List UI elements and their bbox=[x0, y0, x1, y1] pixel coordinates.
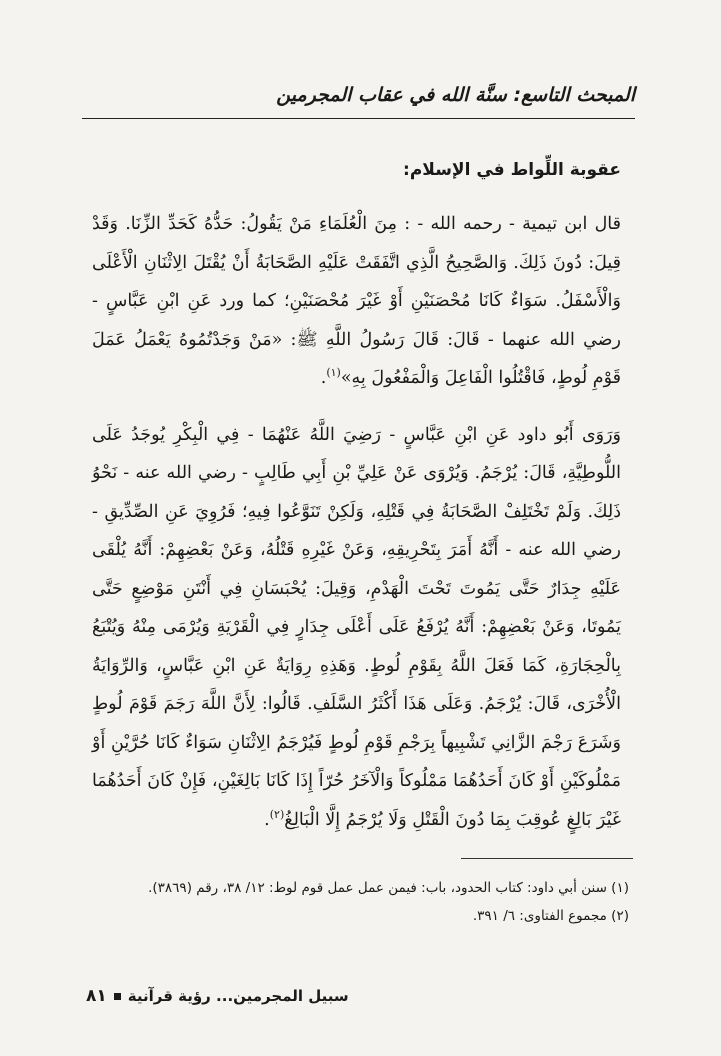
footnotes bbox=[100, 874, 629, 930]
footnote-rule bbox=[461, 858, 633, 859]
paragraph-2: وَرَوَى أَبُو داود عَنِ ابْنِ عَبَّاسٍ - رَضِيَ اللَّهُ عَنْهُمَا - فِي الْبِكْرِ يُوجَدُ عَلَى اللُّوطِيَّةِ، قَالَ: يُرْجَمُ. وَيُرْوَى عَنْ عَلِيِّ بْنِ أَبِي طَالِبٍ - رضي الله عنه - نَحْوُ ذَلِكَ. وَلَمْ تَخْتَلِفْ الصَّحَابَةُ فِي قَتْلِهِ، وَلَكِنْ تَنَوَّعُوا فِيهِ؛ فَرُوِيَ عَنِ الصِّدِّيقِ - رضي الله عنه - أَنَّهُ أَمَرَ بِتَحْرِيقِهِ، وَعَنْ غَيْرِهِ قَتْلُهُ، وَعَنْ بَعْضِهِمْ: أَنَّهُ يُلْقَى عَلَيْهِ جِدَارٌ حَتَّى يَمُوتَ تَحْتَ الْهَدْمِ، وَقِيلَ: يُحْبَسَانِ فِي أَنْتَنِ مَوْضِعٍ حَتَّى يَمُوتَا، وَعَنْ بَعْضِهِمْ: أَنَّهُ يُرْفَعُ عَلَى أَعْلَى جِدَارٍ فِي الْقَرْيَةِ وَيُرْمَى مِنْهُ وَيُتْبَعُ بِالْحِجَارَةِ، كَمَا فَعَلَ اللَّهُ بِقَوْمِ لُوطٍ. وَهَذِهِ رِوَايَةٌ عَنِ ابْنِ عَبَّاسٍ، وَالرِّوَايَةُ الْأُخْرَى، قَالَ: يُرْجَمُ. وَعَلَى هَذَا أَكْثَرُ السَّلَفِ. قَالُوا: لِأَنَّ اللَّهَ رَجَمَ قَوْمَ لُوطٍ وَشَرَعَ رَجْمَ الزَّانِي تَشْبِيهاً بِرَجْمِ قَوْمِ لُوطٍ فَيُرْجَمُ الِاثْنَانِ سَوَاءٌ كَانَا حُرَّيْنِ أَوْ مَمْلُوكَيْنِ أَوْ كَانَ أَحَدُهُمَا مَمْلُوكاً وَالْآخَرُ حُرّاً إِذَا كَانَا بَالِغَيْنِ، فَإِنْ كَانَ أَحَدُهُمَا غَيْرَ بَالِغٍ عُوقِبَ بِمَا دُونَ الْقَتْلِ وَلَا يُرْجَمُ إِلَّا الْبَالِغُ$^{(٢)}$. bbox=[92, 424, 622, 830]
paragraph-1-text: قال ابن تيمية - رحمه الله - : مِنَ الْعُلَمَاءِ مَنْ يَقُولُ: حَدُّهُ كَحَدِّ الزِّنَا. وَقَدْ قِيلَ: دُونَ ذَلِكَ. وَالصَّحِيحُ الَّذِي اتَّفَقَتْ عَلَيْهِ الصَّحَابَةُ أَنْ يُقْتَلَ الِاثْنَانِ الْأَعْلَى وَالْأَسْفَلُ. سَوَاءٌ كَانَا مُحْصَنَيْنِ أَوْ غَيْرَ مُحْصَنَيْنِ؛ كما ورد عَنِ ابْنِ عَبَّاسٍ - رضي الله عنهما - قَالَ: قَالَ رَسُولُ اللَّهِ ﷺ: «مَنْ وَجَدْتُمُوهُ يَعْمَلُ عَمَلَ قَوْمِ لُوطٍ، فَاقْتُلُوا الْفَاعِلَ وَالْمَفْعُولَ بِهِ» bbox=[92, 214, 621, 388]
paragraph-2-text: وَرَوَى أَبُو داود عَنِ ابْنِ عَبَّاسٍ - رَضِيَ اللَّهُ عَنْهُمَا - فِي الْبِكْرِ يُوجَدُ عَلَى اللُّوطِيَّةِ، قَالَ: يُرْجَمُ. وَيُرْوَى عَنْ عَلِيِّ بْنِ أَبِي طَالِبٍ - رضي الله عنه - نَحْوُ ذَلِكَ. وَلَمْ تَخْتَلِفْ الصَّحَابَةُ فِي قَتْلِهِ، وَلَكِنْ تَنَوَّعُوا فِيهِ؛ فَرُوِيَ عَنِ الصِّدِّيقِ - رضي الله عنه - أَنَّهُ أَمَرَ بِتَحْرِيقِهِ، وَعَنْ غَيْرِهِ قَتْلُهُ، وَعَنْ بَعْضِهِمْ: أَنَّهُ يُلْقَى عَلَيْهِ جِدَارٌ حَتَّى يَمُوتَ تَحْتَ الْهَدْمِ، وَقِيلَ: يُحْبَسَانِ فِي أَنْتَنِ مَوْضِعٍ حَتَّى يَمُوتَا، وَعَنْ بَعْضِهِمْ: أَنَّهُ يُرْفَعُ عَلَى أَعْلَى جِدَارٍ فِي الْقَرْيَةِ وَيُرْمَى مِنْهُ وَيُتْبَعُ بِالْحِجَارَةِ، كَمَا فَعَلَ اللَّهُ بِقَوْمِ لُوطٍ. وَهَذِهِ رِوَايَةٌ عَنِ ابْنِ عَبَّاسٍ، وَالرِّوَايَةُ الْأُخْرَى، قَالَ: يُرْجَمُ. وَعَلَى هَذَا أَكْثَرُ السَّلَفِ. قَالُوا: لِأَنَّ اللَّهَ رَجَمَ قَوْمَ لُوطٍ وَشَرَعَ رَجْمَ الزَّانِي تَشْبِيهاً بِرَجْمِ قَوْمِ لُوطٍ فَيُرْجَمُ الِاثْنَانِ سَوَاءٌ كَانَا حُرَّيْنِ أَوْ مَمْلُوكَيْنِ أَوْ كَانَ أَحَدُهُمَا مَمْلُوكاً وَالْآخَرُ حُرّاً إِذَا كَانَا بَالِغَيْنِ، فَإِنْ كَانَ أَحَدُهُمَا غَيْرَ بَالِغٍ عُوقِبَ بِمَا دُونَ الْقَتْلِ وَلَا يُرْجَمُ إِلَّا الْبَالِغُ bbox=[92, 424, 622, 830]
footnote-2: (٢) مجموع الفتاوى: ٦/ ٣٩١. bbox=[472, 908, 629, 924]
section-heading: عقوبة اللِّواط في الإسلام: bbox=[403, 160, 621, 180]
main-text bbox=[92, 155, 621, 839]
running-footer bbox=[86, 985, 349, 1007]
footnote-ref-2: (٢) bbox=[269, 807, 285, 821]
running-header: المبحث التاسع: سنَّة الله في عقاب المجرمين bbox=[276, 84, 635, 106]
footer-square-separator-icon bbox=[114, 993, 121, 1000]
footnote-1: (١) سنن أبي داود: كتاب الحدود، باب: فيمن عمل عمل قوم لوط: ١٢/ ٣٨، رقم (٣٨٦٩). bbox=[148, 880, 629, 896]
header-rule bbox=[82, 118, 635, 119]
paragraph-1: قال ابن تيمية - رحمه الله - : مِنَ الْعُلَمَاءِ مَنْ يَقُولُ: حَدُّهُ كَحَدِّ الزِّنَا. وَقَدْ قِيلَ: دُونَ ذَلِكَ. وَالصَّحِيحُ الَّذِي اتَّفَقَتْ عَلَيْهِ الصَّحَابَةُ أَنْ يُقْتَلَ الِاثْنَانِ الْأَعْلَى وَالْأَسْفَلُ. سَوَاءٌ كَانَا مُحْصَنَيْنِ أَوْ غَيْرَ مُحْصَنَيْنِ؛ كما ورد عَنِ ابْنِ عَبَّاسٍ - رضي الله عنهما - قَالَ: قَالَ رَسُولُ اللَّهِ ﷺ: «مَنْ وَجَدْتُمُوهُ يَعْمَلُ عَمَلَ قَوْمِ لُوطٍ، فَاقْتُلُوا الْفَاعِلَ وَالْمَفْعُولَ بِهِ»$^{(١)}$. bbox=[92, 214, 621, 388]
footer-book-title: سبيل المجرمين... رؤية قرآنية bbox=[127, 987, 349, 1005]
page-number: ٨١ bbox=[86, 986, 107, 1006]
footnote-ref-1: (١) bbox=[326, 366, 341, 380]
